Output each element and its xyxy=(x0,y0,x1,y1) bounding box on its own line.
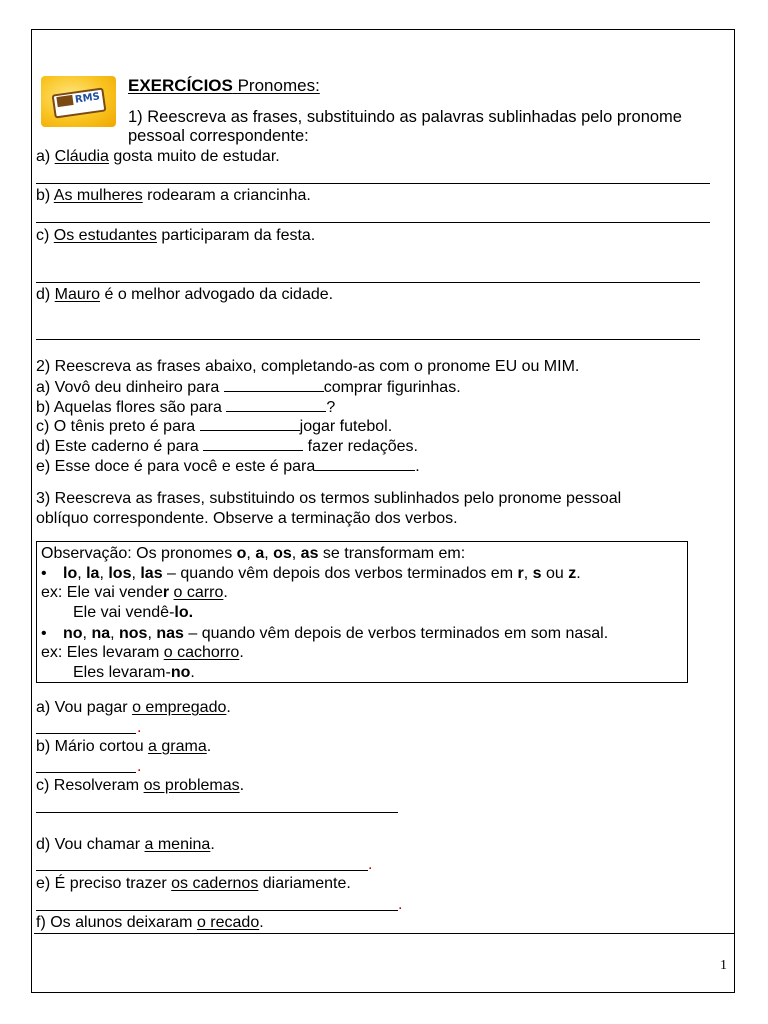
q3-item-f: f) Os alunos deixaram o recado. xyxy=(36,914,264,931)
fill-blank[interactable] xyxy=(315,456,415,471)
answer-dot: . xyxy=(398,896,403,913)
bullet-icon: • xyxy=(41,565,47,582)
answer-line[interactable] xyxy=(36,733,136,734)
answer-line[interactable] xyxy=(36,870,368,871)
answer-line[interactable] xyxy=(36,339,700,340)
answer-line[interactable] xyxy=(36,183,710,184)
obs-line1: Observação: Os pronomes o, a, os, as se transformam em: xyxy=(41,545,466,562)
q3-instruction-line1: 3) Reescreva as frases, substituindo os termos sublinhados pelo pronome pessoal xyxy=(36,490,622,507)
q3-item-b: b) Mário cortou a grama. xyxy=(36,738,212,755)
q1-instruction-line2: pessoal correspondente: xyxy=(128,127,309,145)
obs-example1: ex: Ele vai vender o carro. xyxy=(41,584,228,601)
answer-line[interactable] xyxy=(36,772,136,773)
answer-dot: . xyxy=(137,719,142,736)
page-number: 1 xyxy=(720,958,727,973)
title-rest: Pronomes: xyxy=(237,76,320,95)
q3-item-a: a) Vou pagar o empregado. xyxy=(36,699,231,716)
fill-blank[interactable] xyxy=(226,397,326,412)
q3-item-c: c) Resolveram os problemas. xyxy=(36,777,245,794)
q2-item-a: a) Vovô deu dinheiro para comprar figurinhas. xyxy=(36,379,461,396)
title-bold: EXERCÍCIOS xyxy=(128,76,233,95)
obs-example1-result: Ele vai vendê-lo. xyxy=(73,604,194,621)
answer-line[interactable] xyxy=(36,222,710,223)
q2-item-c: c) O tênis preto é para jogar futebol. xyxy=(36,418,393,435)
q1-item-c: c) Os estudantes participaram da festa. xyxy=(36,227,316,244)
q1-instruction-line1: 1) Reescreva as frases, substituindo as palavras sublinhadas pelo pronome xyxy=(128,108,682,126)
q3-item-e: e) É preciso trazer os cadernos diariamente. xyxy=(36,875,351,892)
q2-item-e: e) Esse doce é para você e este é para . xyxy=(36,458,420,475)
logo-image xyxy=(41,76,116,127)
answer-dot: . xyxy=(137,758,142,775)
answer-line[interactable] xyxy=(36,812,398,813)
page-title xyxy=(128,76,320,95)
fill-blank[interactable] xyxy=(200,416,300,431)
answer-line[interactable] xyxy=(36,282,700,283)
fill-blank[interactable] xyxy=(203,436,303,451)
obs-example2-result: Eles levaram-no. xyxy=(73,664,195,681)
q1-item-d: d) Mauro é o melhor advogado da cidade. xyxy=(36,286,334,303)
answer-line[interactable] xyxy=(36,910,398,911)
answer-dot: . xyxy=(368,856,373,873)
footer-rule xyxy=(34,933,734,934)
q3-instruction-line2: oblíquo correspondente. Observe a terminação dos verbos. xyxy=(36,510,458,527)
q2-item-d: d) Este caderno é para fazer redações. xyxy=(36,438,418,455)
obs-example2: ex: Eles levaram o cachorro. xyxy=(41,644,244,661)
obs-bullet1: • lo, la, los, las – quando vêm depois dos verbos terminados em r, s ou z. xyxy=(41,565,581,582)
fill-blank[interactable] xyxy=(224,377,324,392)
q1-item-b: b) As mulheres rodearam a criancinha. xyxy=(36,187,311,204)
obs-bullet2: • no, na, nos, nas – quando vêm depois de verbos terminados em som nasal. xyxy=(41,625,609,642)
bullet-icon: • xyxy=(41,625,47,642)
q2-instruction: 2) Reescreva as frases abaixo, completando-as com o pronome EU ou MIM. xyxy=(36,358,580,375)
q3-item-d: d) Vou chamar a menina. xyxy=(36,836,215,853)
q1-item-a: a) Cláudia gosta muito de estudar. xyxy=(36,148,280,165)
logo-text: RMS xyxy=(74,91,101,106)
q2-item-b: b) Aquelas flores são para ? xyxy=(36,399,336,416)
